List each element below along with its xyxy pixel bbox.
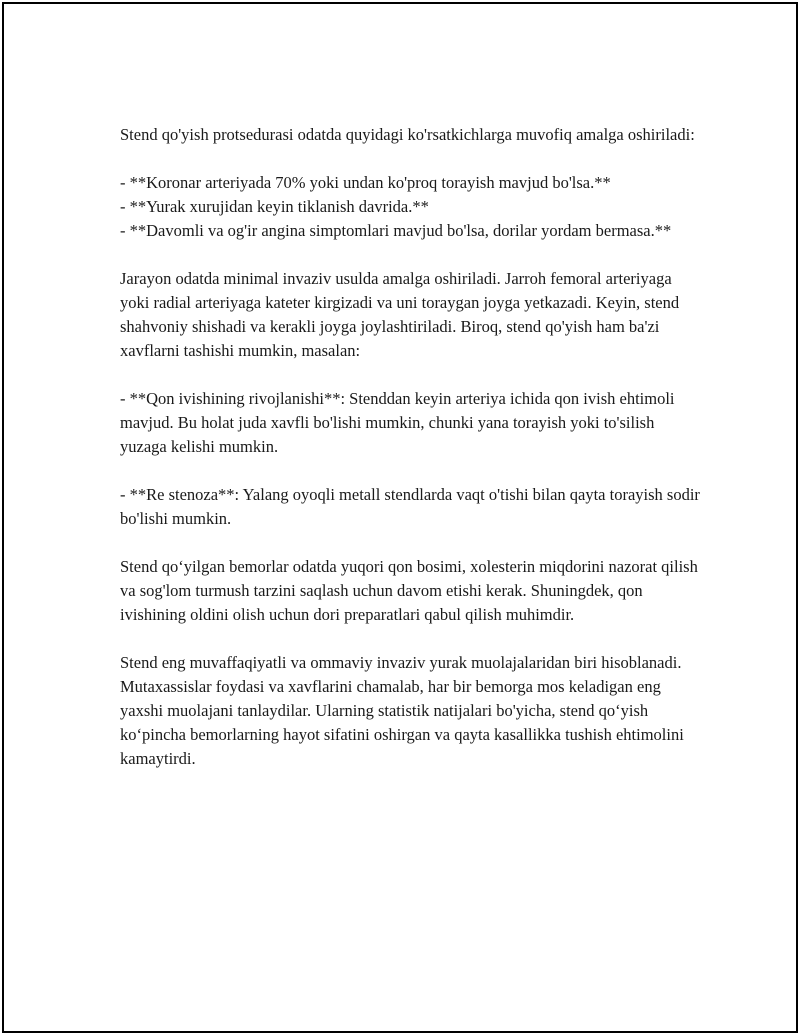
conclusion-paragraph: Stend eng muvaffaqiyatli va ommaviy invaziv yurak muolajalaridan biri hisoblanadi. Mutaxassislar foydasi va xavflarini chamalab, har bir bemorga mos keladigan eng yaxshi muolajani tanlaydilar. Ularning statistik natijalari bo'yicha, stend qo‘yish ko‘pincha bemorlarning hayot sifatini oshirgan va qayta kasallikka tushish ehtimolini kamaytirdi. <box>120 653 684 768</box>
indication-item: - **Davomli va og'ir angina simptomlari mavjud bo'lsa, dorilar yordam bermasa.** <box>120 221 672 240</box>
indication-item: - **Koronar arteriyada 70% yoki undan ko'proq torayish mavjud bo'lsa.** <box>120 173 611 192</box>
aftercare-paragraph: Stend qo‘yilgan bemorlar odatda yuqori qon bosimi, xolesterin miqdorini nazorat qilish va sog'lom turmush tarzini saqlash uchun davom etishi kerak. Shuningdek, qon ivishining oldini olish uchun dori preparatlari qabul qilish muhimdir. <box>120 557 698 624</box>
risk-clot-item: - **Qon ivishining rivojlanishi**: Stenddan keyin arteriya ichida qon ivish ehtimoli mavjud. Bu holat juda xavfli bo'lishi mumkin, chunki yana torayish yoki to'silish yuzaga kelishi mumkin. <box>120 389 675 456</box>
page-frame <box>2 2 798 1033</box>
risk-restenosis-item: - **Re stenoza**: Yalang oyoqli metall stendlarda vaqt o'tishi bilan qayta torayish sodir bo'lishi mumkin. <box>120 485 700 528</box>
document-body <box>120 123 700 771</box>
intro-paragraph: Stend qo'yish protsedurasi odatda quyidagi ko'rsatkichlarga muvofiq amalga oshiriladi: <box>120 125 695 144</box>
procedure-paragraph: Jarayon odatda minimal invaziv usulda amalga oshiriladi. Jarroh femoral arteriyaga yoki radial arteriyaga kateter kirgizadi va uni toraygan joyga yetkazadi. Keyin, stend shahvoniy shishadi va kerakli joyga joylashtiriladi. Biroq, stend qo'yish ham ba'zi xavflarni tashishi mumkin, masalan: <box>120 269 680 360</box>
indication-item: - **Yurak xurujidan keyin tiklanish davrida.** <box>120 197 429 216</box>
indications-list <box>120 171 700 243</box>
